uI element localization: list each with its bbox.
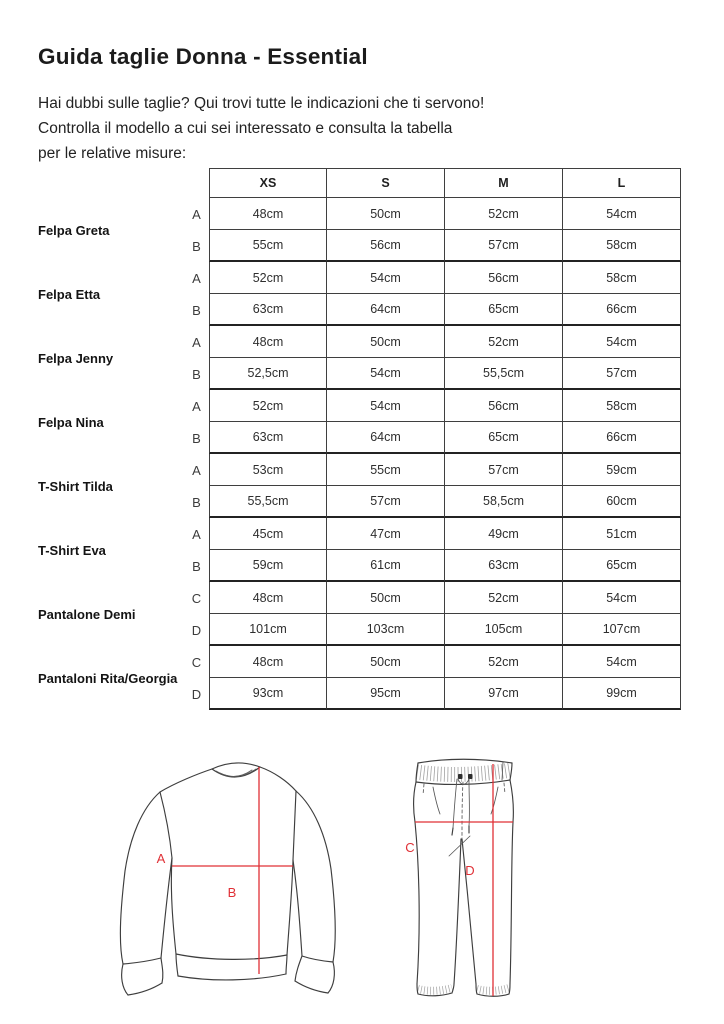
row-letter: B	[192, 366, 201, 382]
size-value-cell: 49cm	[445, 518, 563, 550]
size-value-cell: 63cm	[209, 422, 327, 454]
size-value-cell: 48cm	[209, 582, 327, 614]
measure-label-a: A	[156, 851, 166, 866]
row-letter: B	[192, 302, 201, 318]
size-value-cell: 56cm	[327, 230, 445, 262]
measurement-diagrams	[115, 755, 724, 1013]
size-value-cell: 55cm	[209, 230, 327, 262]
page-title: Guida taglie Donna - Essential	[38, 44, 368, 69]
drawstring-eyelet	[468, 774, 473, 779]
size-value-cell: 54cm	[327, 358, 445, 390]
size-value-cell: 93cm	[209, 678, 327, 710]
size-value-cell: 47cm	[327, 518, 445, 550]
size-value-cell: 57cm	[445, 454, 563, 486]
size-value-cell: 54cm	[563, 326, 681, 358]
size-column-header-l: L	[563, 168, 681, 198]
size-value-cell: 95cm	[327, 678, 445, 710]
size-value-cell: 64cm	[327, 422, 445, 454]
size-value-cell: 58cm	[563, 230, 681, 262]
intro-line-2: Controlla il modello a cui sei interessato e consulta la tabella	[38, 120, 453, 137]
row-letter: B	[192, 238, 201, 254]
size-value-cell: 107cm	[563, 614, 681, 646]
size-value-cell: 55cm	[327, 454, 445, 486]
size-value-cell: 50cm	[327, 198, 445, 230]
intro-line-1: Hai dubbi sulle taglie? Qui trovi tutte le indicazioni che ti servono!	[38, 95, 485, 112]
size-value-cell: 56cm	[445, 390, 563, 422]
row-letter: A	[192, 398, 201, 414]
sweatshirt-diagram	[115, 755, 385, 1013]
size-value-cell: 105cm	[445, 614, 563, 646]
size-value-cell: 52cm	[209, 390, 327, 422]
row-letter: B	[192, 430, 201, 446]
row-letter: C	[191, 654, 202, 670]
table-letter-spacer	[184, 168, 209, 198]
size-value-cell: 54cm	[563, 582, 681, 614]
size-value-cell: 48cm	[209, 646, 327, 678]
row-letter: B	[192, 558, 201, 574]
pocket-line	[433, 787, 440, 814]
size-value-cell: 65cm	[445, 294, 563, 326]
size-value-cell: 52cm	[209, 262, 327, 294]
table-corner-spacer	[38, 168, 184, 198]
size-value-cell: 58cm	[563, 262, 681, 294]
size-value-cell: 51cm	[563, 518, 681, 550]
row-letter: D	[191, 622, 202, 638]
pocket-line	[491, 787, 498, 814]
size-value-cell: 66cm	[563, 294, 681, 326]
intro-text	[38, 91, 724, 166]
size-value-cell: 59cm	[563, 454, 681, 486]
size-value-cell: 54cm	[327, 390, 445, 422]
size-value-cell: 65cm	[445, 422, 563, 454]
measure-label-c: C	[405, 840, 415, 855]
row-letter: B	[192, 494, 201, 510]
product-label: Felpa Jenny	[38, 350, 114, 366]
product-label: Felpa Etta	[38, 286, 101, 302]
size-value-cell: 56cm	[445, 262, 563, 294]
size-value-cell: 52cm	[445, 326, 563, 358]
product-label: Pantaloni Rita/Georgia	[38, 670, 178, 686]
size-value-cell: 55,5cm	[445, 358, 563, 390]
size-column-header-xs: XS	[209, 168, 327, 198]
pants-waistband-outline	[418, 759, 512, 763]
size-value-cell: 97cm	[445, 678, 563, 710]
product-label: T-Shirt Tilda	[38, 478, 113, 494]
row-letter: A	[192, 526, 201, 542]
size-value-cell: 52cm	[445, 198, 563, 230]
measure-label-b: B	[227, 885, 237, 900]
row-letter: A	[192, 206, 201, 222]
size-value-cell: 63cm	[209, 294, 327, 326]
size-value-cell: 101cm	[209, 614, 327, 646]
size-value-cell: 63cm	[445, 550, 563, 582]
sweatshirt-collar-outline	[212, 763, 260, 769]
product-label: Pantalone Demi	[38, 606, 136, 622]
size-value-cell: 45cm	[209, 518, 327, 550]
measure-label-d: D	[465, 863, 475, 878]
size-value-cell: 50cm	[327, 646, 445, 678]
size-column-header-m: M	[445, 168, 563, 198]
row-letter: C	[191, 590, 202, 606]
size-value-cell: 54cm	[563, 646, 681, 678]
size-value-cell: 66cm	[563, 422, 681, 454]
row-letter: A	[192, 462, 201, 478]
size-value-cell: 50cm	[327, 326, 445, 358]
row-letter: A	[192, 334, 201, 350]
size-value-cell: 59cm	[209, 550, 327, 582]
size-value-cell: 57cm	[445, 230, 563, 262]
drawstring-eyelet	[458, 774, 463, 779]
size-value-cell: 53cm	[209, 454, 327, 486]
size-value-cell: 52cm	[445, 582, 563, 614]
size-value-cell: 103cm	[327, 614, 445, 646]
size-value-cell: 50cm	[327, 582, 445, 614]
size-table	[38, 168, 724, 710]
size-value-cell: 60cm	[563, 486, 681, 518]
size-value-cell: 58,5cm	[445, 486, 563, 518]
size-value-cell: 52cm	[445, 646, 563, 678]
size-value-cell: 57cm	[563, 358, 681, 390]
size-value-cell: 64cm	[327, 294, 445, 326]
size-value-cell: 48cm	[209, 198, 327, 230]
size-value-cell: 52,5cm	[209, 358, 327, 390]
size-value-cell: 54cm	[327, 262, 445, 294]
size-value-cell: 58cm	[563, 390, 681, 422]
size-value-cell: 55,5cm	[209, 486, 327, 518]
size-value-cell: 57cm	[327, 486, 445, 518]
product-label: T-Shirt Eva	[38, 542, 106, 558]
product-label: Felpa Nina	[38, 414, 104, 430]
size-value-cell: 48cm	[209, 326, 327, 358]
product-label: Felpa Greta	[38, 222, 110, 238]
size-value-cell: 61cm	[327, 550, 445, 582]
size-value-cell: 54cm	[563, 198, 681, 230]
size-value-cell: 65cm	[563, 550, 681, 582]
row-letter: D	[191, 686, 202, 702]
size-column-header-s: S	[327, 168, 445, 198]
intro-line-3: per le relative misure:	[38, 145, 187, 162]
pants-diagram	[400, 755, 612, 998]
size-value-cell: 99cm	[563, 678, 681, 710]
row-letter: A	[192, 270, 201, 286]
